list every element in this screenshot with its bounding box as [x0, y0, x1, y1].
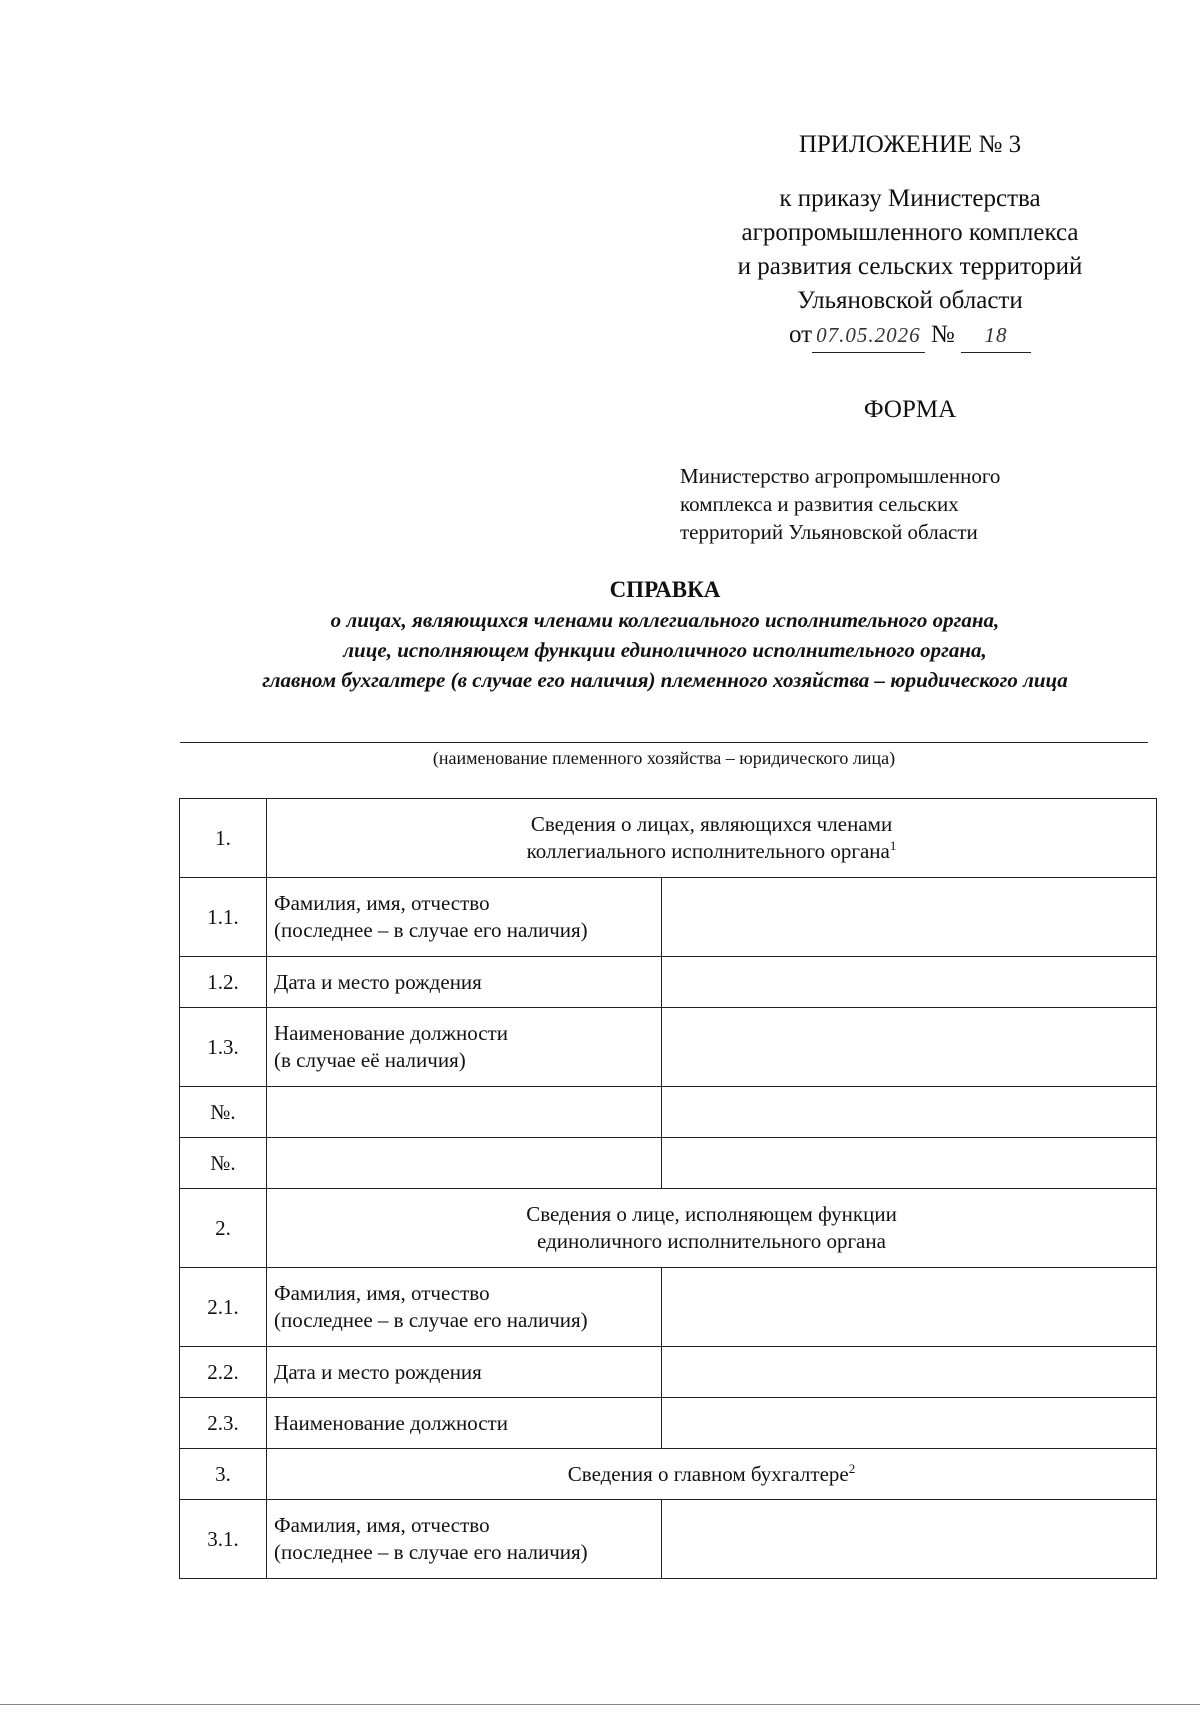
value-cell[interactable] [662, 1087, 1157, 1138]
row-number: 1.2. [180, 957, 267, 1008]
heading-title: СПРАВКА [609, 577, 721, 602]
order-line-3: и развития сельских территорий [737, 253, 1083, 280]
section-row [180, 799, 1157, 878]
row-label[interactable] [267, 1087, 662, 1138]
row-number: 2.1. [180, 1268, 267, 1347]
value-cell[interactable] [662, 1500, 1157, 1579]
table-row [180, 878, 1157, 957]
table-row [180, 1138, 1157, 1189]
heading-subtitle-3: главном бухгалтере (в случае его наличия) племенного хозяйства – юридического лица [262, 668, 1068, 692]
row-number: 2.3. [180, 1398, 267, 1449]
order-line-1: к приказу Министерства [779, 185, 1041, 212]
footnote-marker: 1 [889, 838, 897, 853]
footnote-marker: 2 [848, 1460, 856, 1476]
row-number: 2.2. [180, 1347, 267, 1398]
value-cell[interactable] [662, 1138, 1157, 1189]
table-row [180, 1398, 1157, 1449]
section-number: 3. [180, 1449, 267, 1500]
info-table [179, 798, 1157, 1579]
appendix-title: ПРИЛОЖЕНИЕ № 3 [798, 131, 1022, 158]
value-cell[interactable] [662, 1398, 1157, 1449]
handwritten-date: 07.05.2026 [812, 318, 925, 353]
table-row [180, 1500, 1157, 1579]
addressee-block [680, 462, 1080, 546]
value-cell[interactable] [662, 957, 1157, 1008]
row-label: Фамилия, имя, отчество (последнее – в случае его наличия) [267, 1500, 662, 1579]
order-date-number-line [700, 318, 1120, 353]
heading-subtitle-1: о лицах, являющихся членами коллегиального исполнительного органа, [330, 608, 1000, 632]
row-number: 3.1. [180, 1500, 267, 1579]
appendix-block [700, 128, 1120, 353]
row-label[interactable] [267, 1138, 662, 1189]
heading-subtitle-2: лице, исполняющем функции единоличного исполнительного органа, [343, 638, 987, 662]
table-row [180, 1087, 1157, 1138]
document-heading [120, 575, 1200, 695]
section-title: Сведения о лицах, являющихся членами коллегиального исполнительного органа$^1$ [267, 799, 1157, 878]
addressee-line-3: территорий Ульяновской области [680, 520, 978, 544]
row-number: №. [180, 1087, 267, 1138]
addressee-line-1: Министерство агропромышленного [680, 464, 1001, 488]
row-label: Фамилия, имя, отчество (последнее – в случае его наличия) [267, 1268, 662, 1347]
section-row [180, 1449, 1157, 1500]
addressee-line-2: комплекса и развития сельских [680, 492, 959, 516]
scan-bottom-edge-line [0, 1704, 1200, 1705]
row-label: Дата и место рождения [267, 1347, 662, 1398]
section-title: Сведения о лице, исполняющем функции единоличного исполнительного органа [267, 1189, 1157, 1268]
section-number: 1. [180, 799, 267, 878]
handwritten-number: 18 [961, 318, 1031, 353]
value-cell[interactable] [662, 878, 1157, 957]
organization-name-fill-line[interactable] [180, 742, 1148, 743]
section-title: Сведения о главном бухгалтере$^2$ [267, 1449, 1157, 1500]
table-row [180, 1268, 1157, 1347]
row-label: Дата и место рождения [267, 957, 662, 1008]
row-label: Фамилия, имя, отчество (последнее – в случае его наличия) [267, 878, 662, 957]
value-cell[interactable] [662, 1268, 1157, 1347]
value-cell[interactable] [662, 1008, 1157, 1087]
section-number: 2. [180, 1189, 267, 1268]
number-prefix: № [930, 321, 955, 348]
date-prefix: от [789, 321, 813, 348]
order-line-4: Ульяновской области [797, 287, 1023, 314]
row-number: №. [180, 1138, 267, 1189]
value-cell[interactable] [662, 1347, 1157, 1398]
row-label: Наименование должности (в случае её наличия) [267, 1008, 662, 1087]
organization-name-caption: (наименование племенного хозяйства – юридического лица) [432, 748, 896, 768]
row-label: Наименование должности [267, 1398, 662, 1449]
order-line-2: агропромышленного комплекса [741, 219, 1079, 246]
section-row [180, 1189, 1157, 1268]
table-row [180, 957, 1157, 1008]
form-label: ФОРМА [863, 396, 957, 423]
row-number: 1.1. [180, 878, 267, 957]
table-row [180, 1347, 1157, 1398]
table-row [180, 1008, 1157, 1087]
row-number: 1.3. [180, 1008, 267, 1087]
